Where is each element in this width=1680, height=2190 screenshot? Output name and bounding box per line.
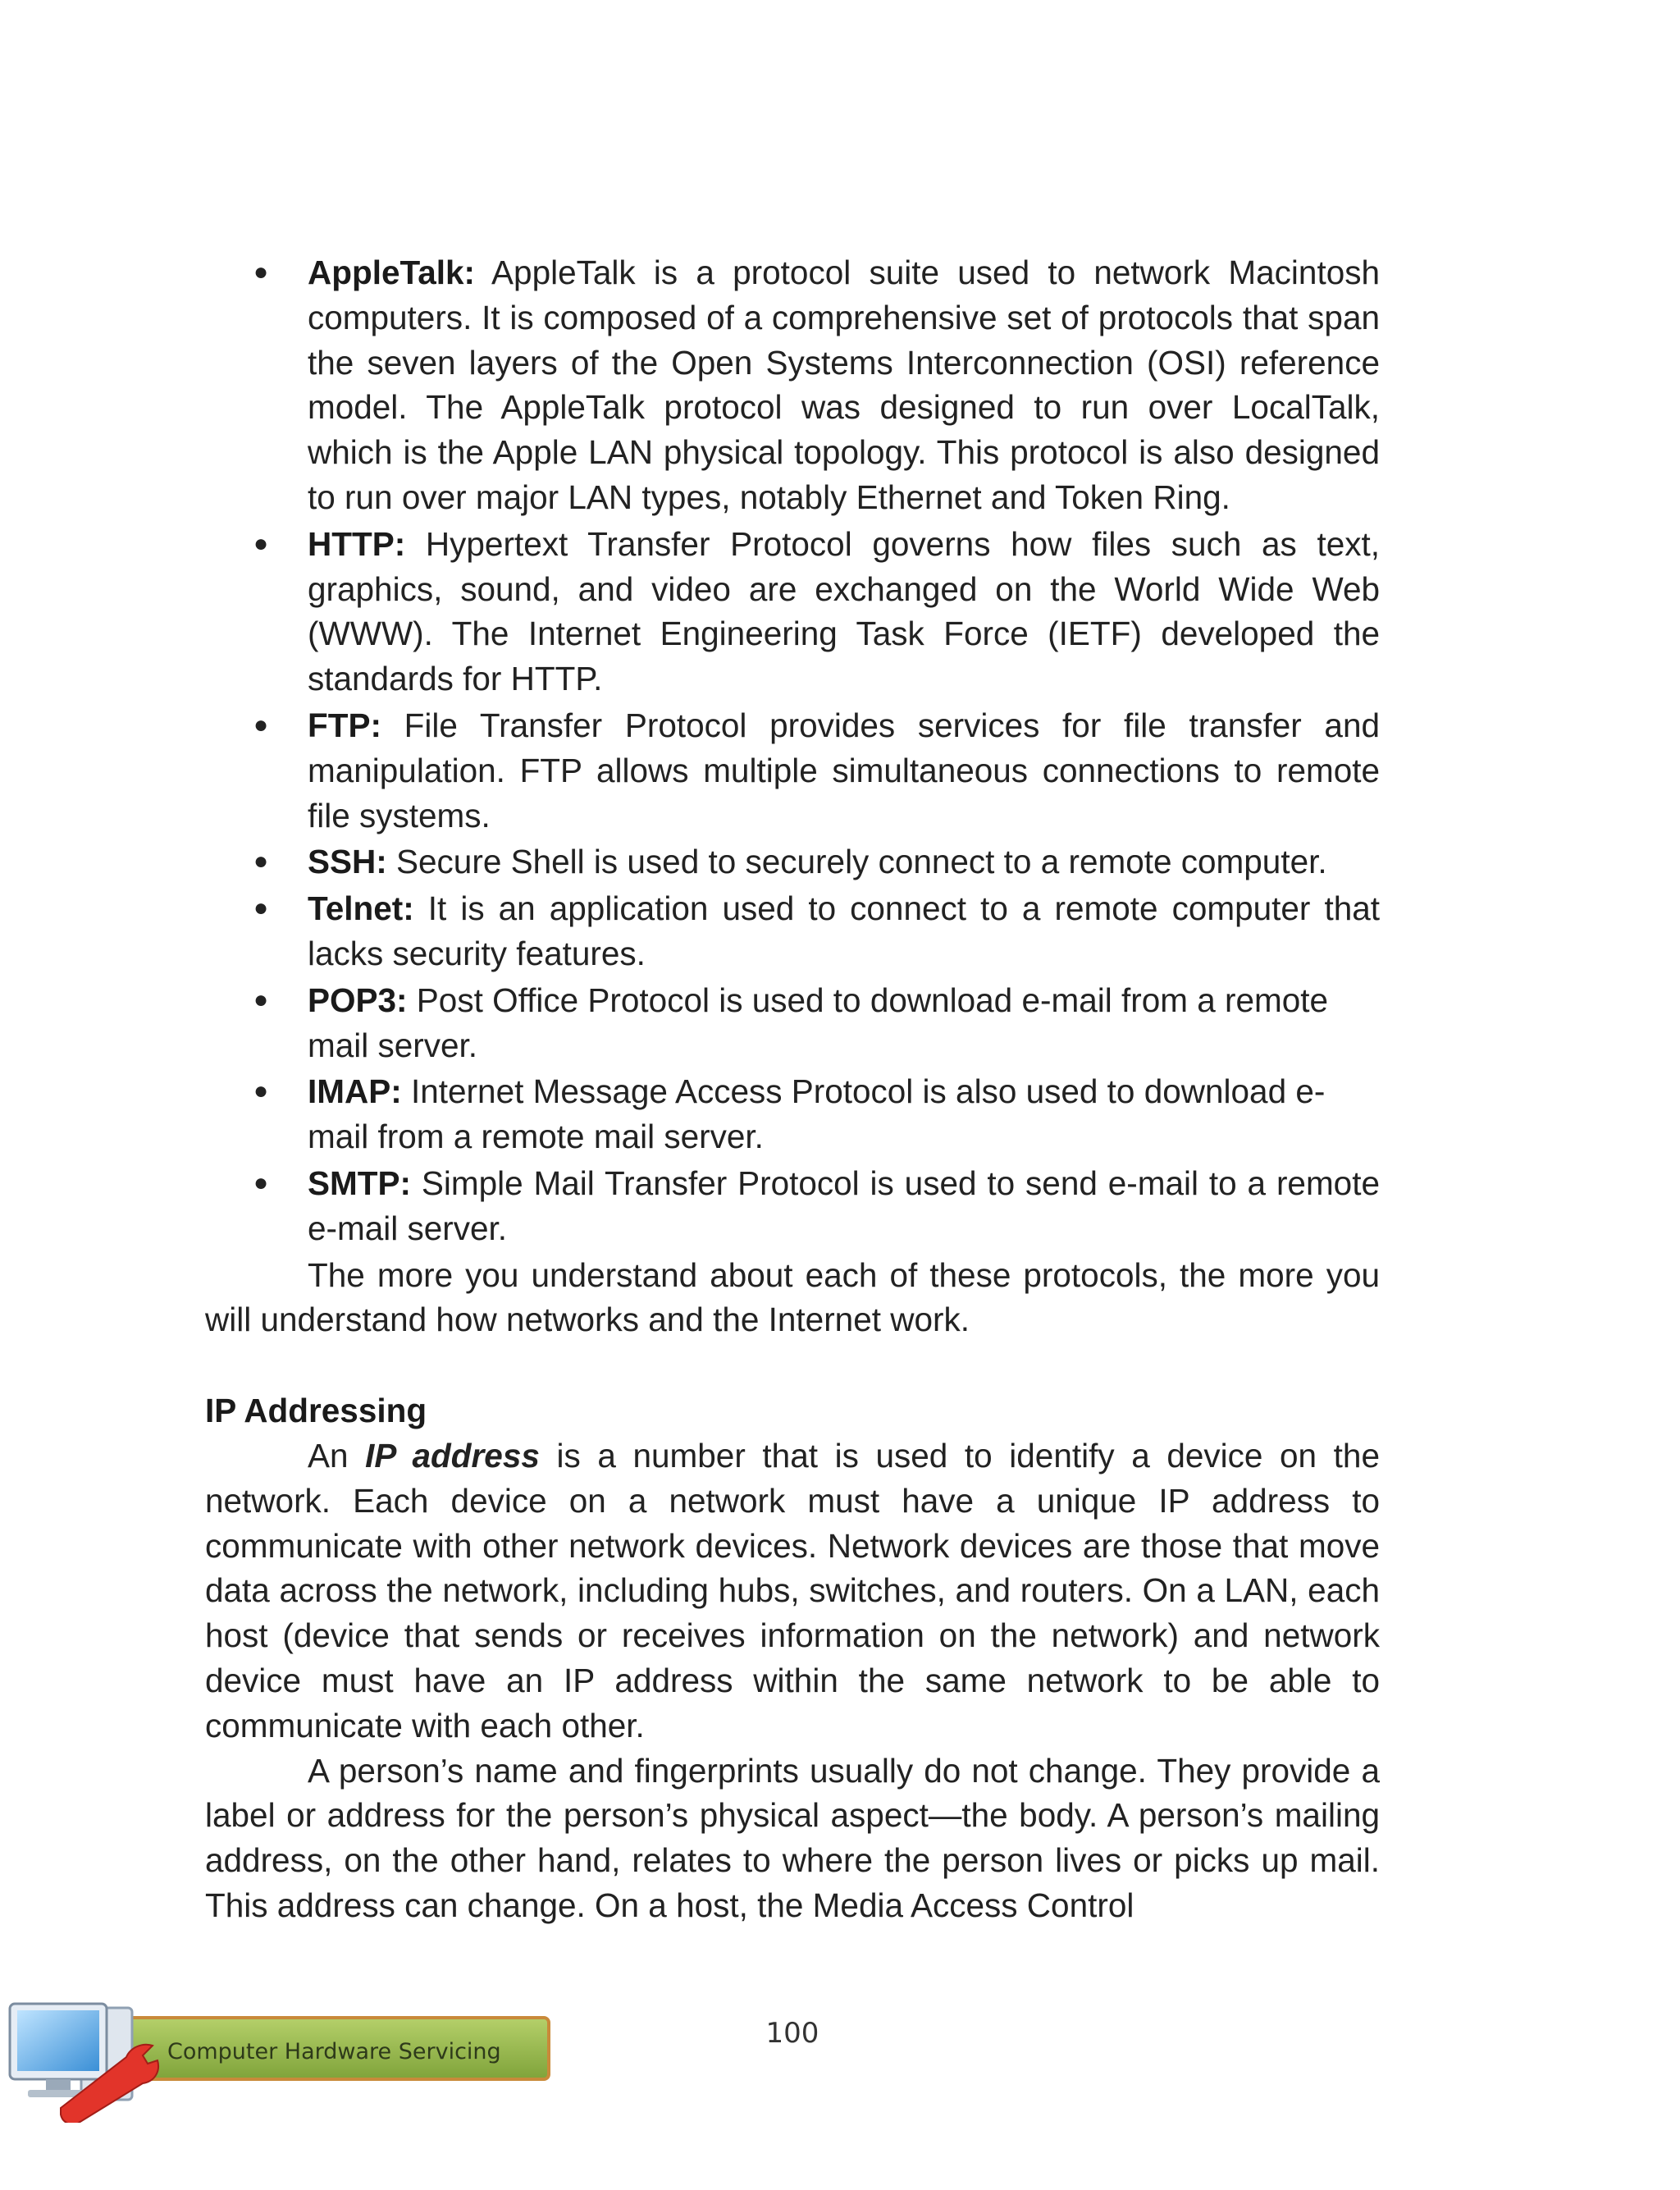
- page-number: 100: [765, 2017, 819, 2050]
- protocol-list: [205, 250, 1380, 1251]
- bullet-icon: ●: [253, 1077, 269, 1105]
- bullet-icon: ●: [253, 258, 269, 286]
- protocol-term: Telnet:: [308, 889, 414, 928]
- closing-paragraph: The more you understand about each of these protocols, the more you will understand how networks and the Internet work.: [205, 1255, 1380, 1339]
- protocol-term: IMAP:: [308, 1072, 402, 1111]
- paragraph-text: is a number that is used to identify a device on the network. Each device on a network must have a unique IP address to communicate with other network devices. Network devices are those that move data across the network, including hubs, switches, and routers. On a LAN, each host (device that sends or receives information on the network) and network device must have an IP address within the same network to be able to communicate with each other.: [205, 1436, 1380, 1744]
- protocol-description: AppleTalk is a protocol suite used to network Macintosh computers. It is composed of a comprehensive set of protocols that span the seven layers of the Open Systems Interconnection (OSI) reference model. The AppleTalk protocol was designed to run over LocalTalk, which is the Apple LAN physical topology. This protocol is also designed to run over major LAN types, notably Ethernet and Token Ring.: [308, 254, 1380, 516]
- protocol-term: SMTP:: [308, 1164, 411, 1202]
- paragraph-lead: An: [308, 1436, 366, 1474]
- bullet-icon: ●: [253, 711, 269, 738]
- protocol-term: AppleTalk:: [308, 254, 476, 291]
- list-item: [253, 522, 1380, 702]
- protocol-description: Simple Mail Transfer Protocol is used to send e-mail to a remote e-mail server.: [308, 1164, 1380, 1247]
- list-item: [253, 250, 1380, 520]
- protocol-description: Hypertext Transfer Protocol governs how files such as text, graphics, sound, and video are exchanged on the World Wide Web (WWW). The Internet Engineering Task Force (IETF) developed the standards for HTTP.: [308, 524, 1380, 698]
- list-item: [253, 1069, 1380, 1159]
- list-item: [253, 978, 1380, 1068]
- list-item: [253, 1161, 1380, 1251]
- logo-text: Computer Hardware Servicing: [167, 2039, 501, 2064]
- protocol-description: Secure Shell is used to securely connect to a remote computer.: [386, 843, 1327, 881]
- list-item: [253, 703, 1380, 838]
- list-item: [253, 886, 1380, 976]
- bullet-icon: ●: [253, 529, 269, 557]
- protocol-term: FTP:: [308, 706, 381, 744]
- page-content: [205, 250, 1380, 1928]
- protocol-description: It is an application used to connect to a remote computer that lacks security features.: [308, 889, 1380, 972]
- monitor-screen-icon: [17, 2010, 99, 2071]
- bullet-icon: ●: [253, 1168, 269, 1196]
- protocol-description: File Transfer Protocol provides services for file transfer and manipulation. FTP allows multiple simultaneous connections to remote file systems.: [308, 706, 1380, 834]
- protocol-description: Internet Message Access Protocol is also used to download e-mail from a remote mail server.: [308, 1072, 1326, 1156]
- bullet-icon: ●: [253, 894, 269, 922]
- footer-logo: [3, 2000, 553, 2123]
- bullet-icon: ●: [253, 985, 269, 1013]
- ip-address-paragraph: [205, 1433, 1380, 1749]
- protocol-term: POP3:: [308, 981, 408, 1019]
- person-analogy-paragraph: A person’s name and fingerprints usually do not change. They provide a label or address for the person’s physical aspect—the body. A person’s mailing address, on the other hand, relates to where the person lives or picks up mail. This address can change. On a host, the Media Access Control: [205, 1751, 1380, 1924]
- protocol-term: SSH:: [308, 843, 387, 881]
- list-item: [253, 839, 1380, 885]
- section-heading: IP Addressing: [205, 1392, 427, 1430]
- protocol-description: Post Office Protocol is used to download e-mail from a remote mail server.: [308, 981, 1329, 1064]
- protocol-term: HTTP:: [308, 524, 406, 563]
- monitor-stand-icon: [46, 2079, 71, 2091]
- bullet-icon: ●: [253, 848, 269, 876]
- ip-address-term: IP address: [365, 1436, 540, 1474]
